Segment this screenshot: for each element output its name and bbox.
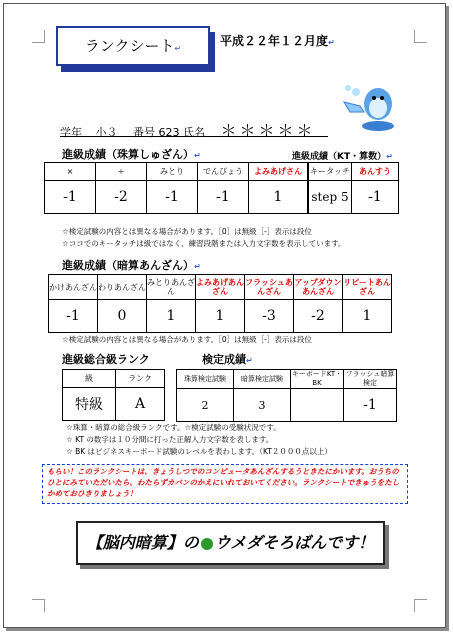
exam-heading: 検定成績↵ (202, 353, 253, 366)
abacus-heading-text: 進級成績（珠算しゅざん） (62, 148, 194, 161)
mental-header: フラッシュあんざん (245, 275, 294, 300)
name-value: ＊＊＊＊＊ (220, 121, 316, 140)
kt-heading: 進級成績（KT・算数）↵ (292, 152, 393, 162)
mental-header: よみあげあんざん (196, 275, 245, 300)
abacus-header: × (45, 163, 96, 181)
mental-value: -1 (49, 300, 98, 333)
corner-mark (32, 599, 45, 612)
kt-heading-text: 進級成績（KT・算数） (292, 152, 387, 162)
message-box (42, 464, 408, 504)
exam-header: 珠算検定試験 (177, 370, 234, 389)
abacus-header: でんぴょう (198, 163, 249, 181)
mental-table (48, 274, 392, 333)
overall-table (62, 369, 165, 421)
note-line: ☆珠算・暗算の総合級ランクです。☆検定試験の受験状況です。 (66, 423, 281, 432)
overall-value: 特級 (63, 388, 116, 421)
kt-header: あんすう (352, 163, 399, 181)
page-title: ランクシート (84, 37, 175, 55)
mental-header: リピートあんざん (343, 275, 392, 300)
student-info (60, 118, 328, 140)
date-text: 平成２２年１２月度 (220, 34, 329, 48)
overall-header: ランク (116, 370, 165, 388)
mental-header: みとりあんざん (147, 275, 196, 300)
note-line: ☆ BK はビジネスキーボード試験のレベルを表わします。（KT２０００点以上） (66, 447, 332, 456)
note-line: ☆ココでのキータッチは級ではなく、練習段階または入力文字数を表示しています。 (62, 239, 346, 248)
exam-header: キーボードKT・BK (291, 370, 343, 387)
grade-value: 小３ (95, 126, 118, 139)
mental-value: -3 (245, 300, 294, 333)
school-banner (76, 521, 385, 565)
mental-value: 1 (196, 300, 245, 333)
abacus-value: 1 (249, 181, 308, 214)
exam-header: 暗算検定試験 (234, 370, 291, 389)
number-label: 番号 (133, 126, 155, 139)
mental-heading: 進級成績（暗算あんざん）↵ (62, 259, 201, 272)
mental-value: 0 (98, 300, 147, 333)
exam-value: -1 (344, 389, 397, 422)
abacus-header: よみあげさん (249, 163, 308, 181)
abacus-value: -1 (45, 181, 96, 214)
overall-header: 級 (63, 370, 116, 388)
corner-mark (414, 30, 427, 43)
banner-prefix: 【脳内暗算】の (86, 533, 199, 552)
exam-heading-text: 検定成績 (202, 353, 246, 366)
corner-mark (32, 30, 45, 43)
abacus-header: みとり (147, 163, 198, 181)
banner-suffix: ウメダそろばんです！ (214, 533, 375, 552)
grade-label: 学年 (60, 126, 82, 139)
abacus-header: ÷ (96, 163, 147, 181)
kt-value: step 5 (309, 181, 352, 214)
abacus-value: -1 (147, 181, 198, 214)
exam-value: 2 (177, 389, 234, 422)
kt-header: キータッチ (309, 163, 352, 181)
exam-value: 3 (234, 389, 291, 422)
abacus-value: -1 (198, 181, 249, 214)
corner-mark (414, 599, 427, 612)
note-line: ☆ KT の数字は１０分間に打った正解入力文字数を表します。 (66, 435, 274, 444)
date-label: 平成２２年１２月度↵ (220, 34, 335, 48)
kt-table (308, 162, 399, 214)
exam-table (176, 369, 397, 422)
abacus-table (44, 162, 308, 214)
name-label: 氏名 (183, 126, 205, 139)
green-dot-icon (201, 538, 213, 550)
abacus-heading: 進級成績（珠算しゅざん）↵ (62, 148, 201, 161)
mental-header: かけあんざん (49, 275, 98, 300)
note-line: ☆検定試験の内容とは異なる場合があります。［0］は無級［-］表示は段位 (62, 227, 312, 236)
mental-header: アップダウンあんざん (294, 275, 343, 300)
rank-sheet-page (3, 3, 446, 628)
mental-value: 1 (147, 300, 196, 333)
number-value: 623 (158, 126, 180, 139)
mental-heading-text: 進級成績（暗算あんざん） (62, 259, 194, 272)
mental-value: 1 (343, 300, 392, 333)
overall-value: A (116, 388, 165, 421)
abacus-value: -2 (96, 181, 147, 214)
note-line: ☆検定試験の内容とは異なる場合があります。［0］は無級［-］表示は段位 (62, 335, 312, 344)
exam-value (291, 389, 344, 422)
mental-value: -2 (294, 300, 343, 333)
kt-value: -1 (352, 181, 399, 214)
mental-header: わりあんざん (98, 275, 147, 300)
title-box: ランクシート↵ (56, 26, 210, 66)
overall-heading: 進級総合級ランク (62, 353, 150, 366)
message-text: もらい！このランクシートは、きょうしつでのコンピュータあんざんするうときたにかいます。おうちのひとにみていただいたら、わたらずカバンのかえにいれておいてください。ランクシートできゅうをたしかめておひきりましょう！ (47, 467, 400, 498)
dolphin-mascot-icon (336, 82, 398, 134)
exam-header: フラッシュ暗算検定 (344, 370, 397, 389)
